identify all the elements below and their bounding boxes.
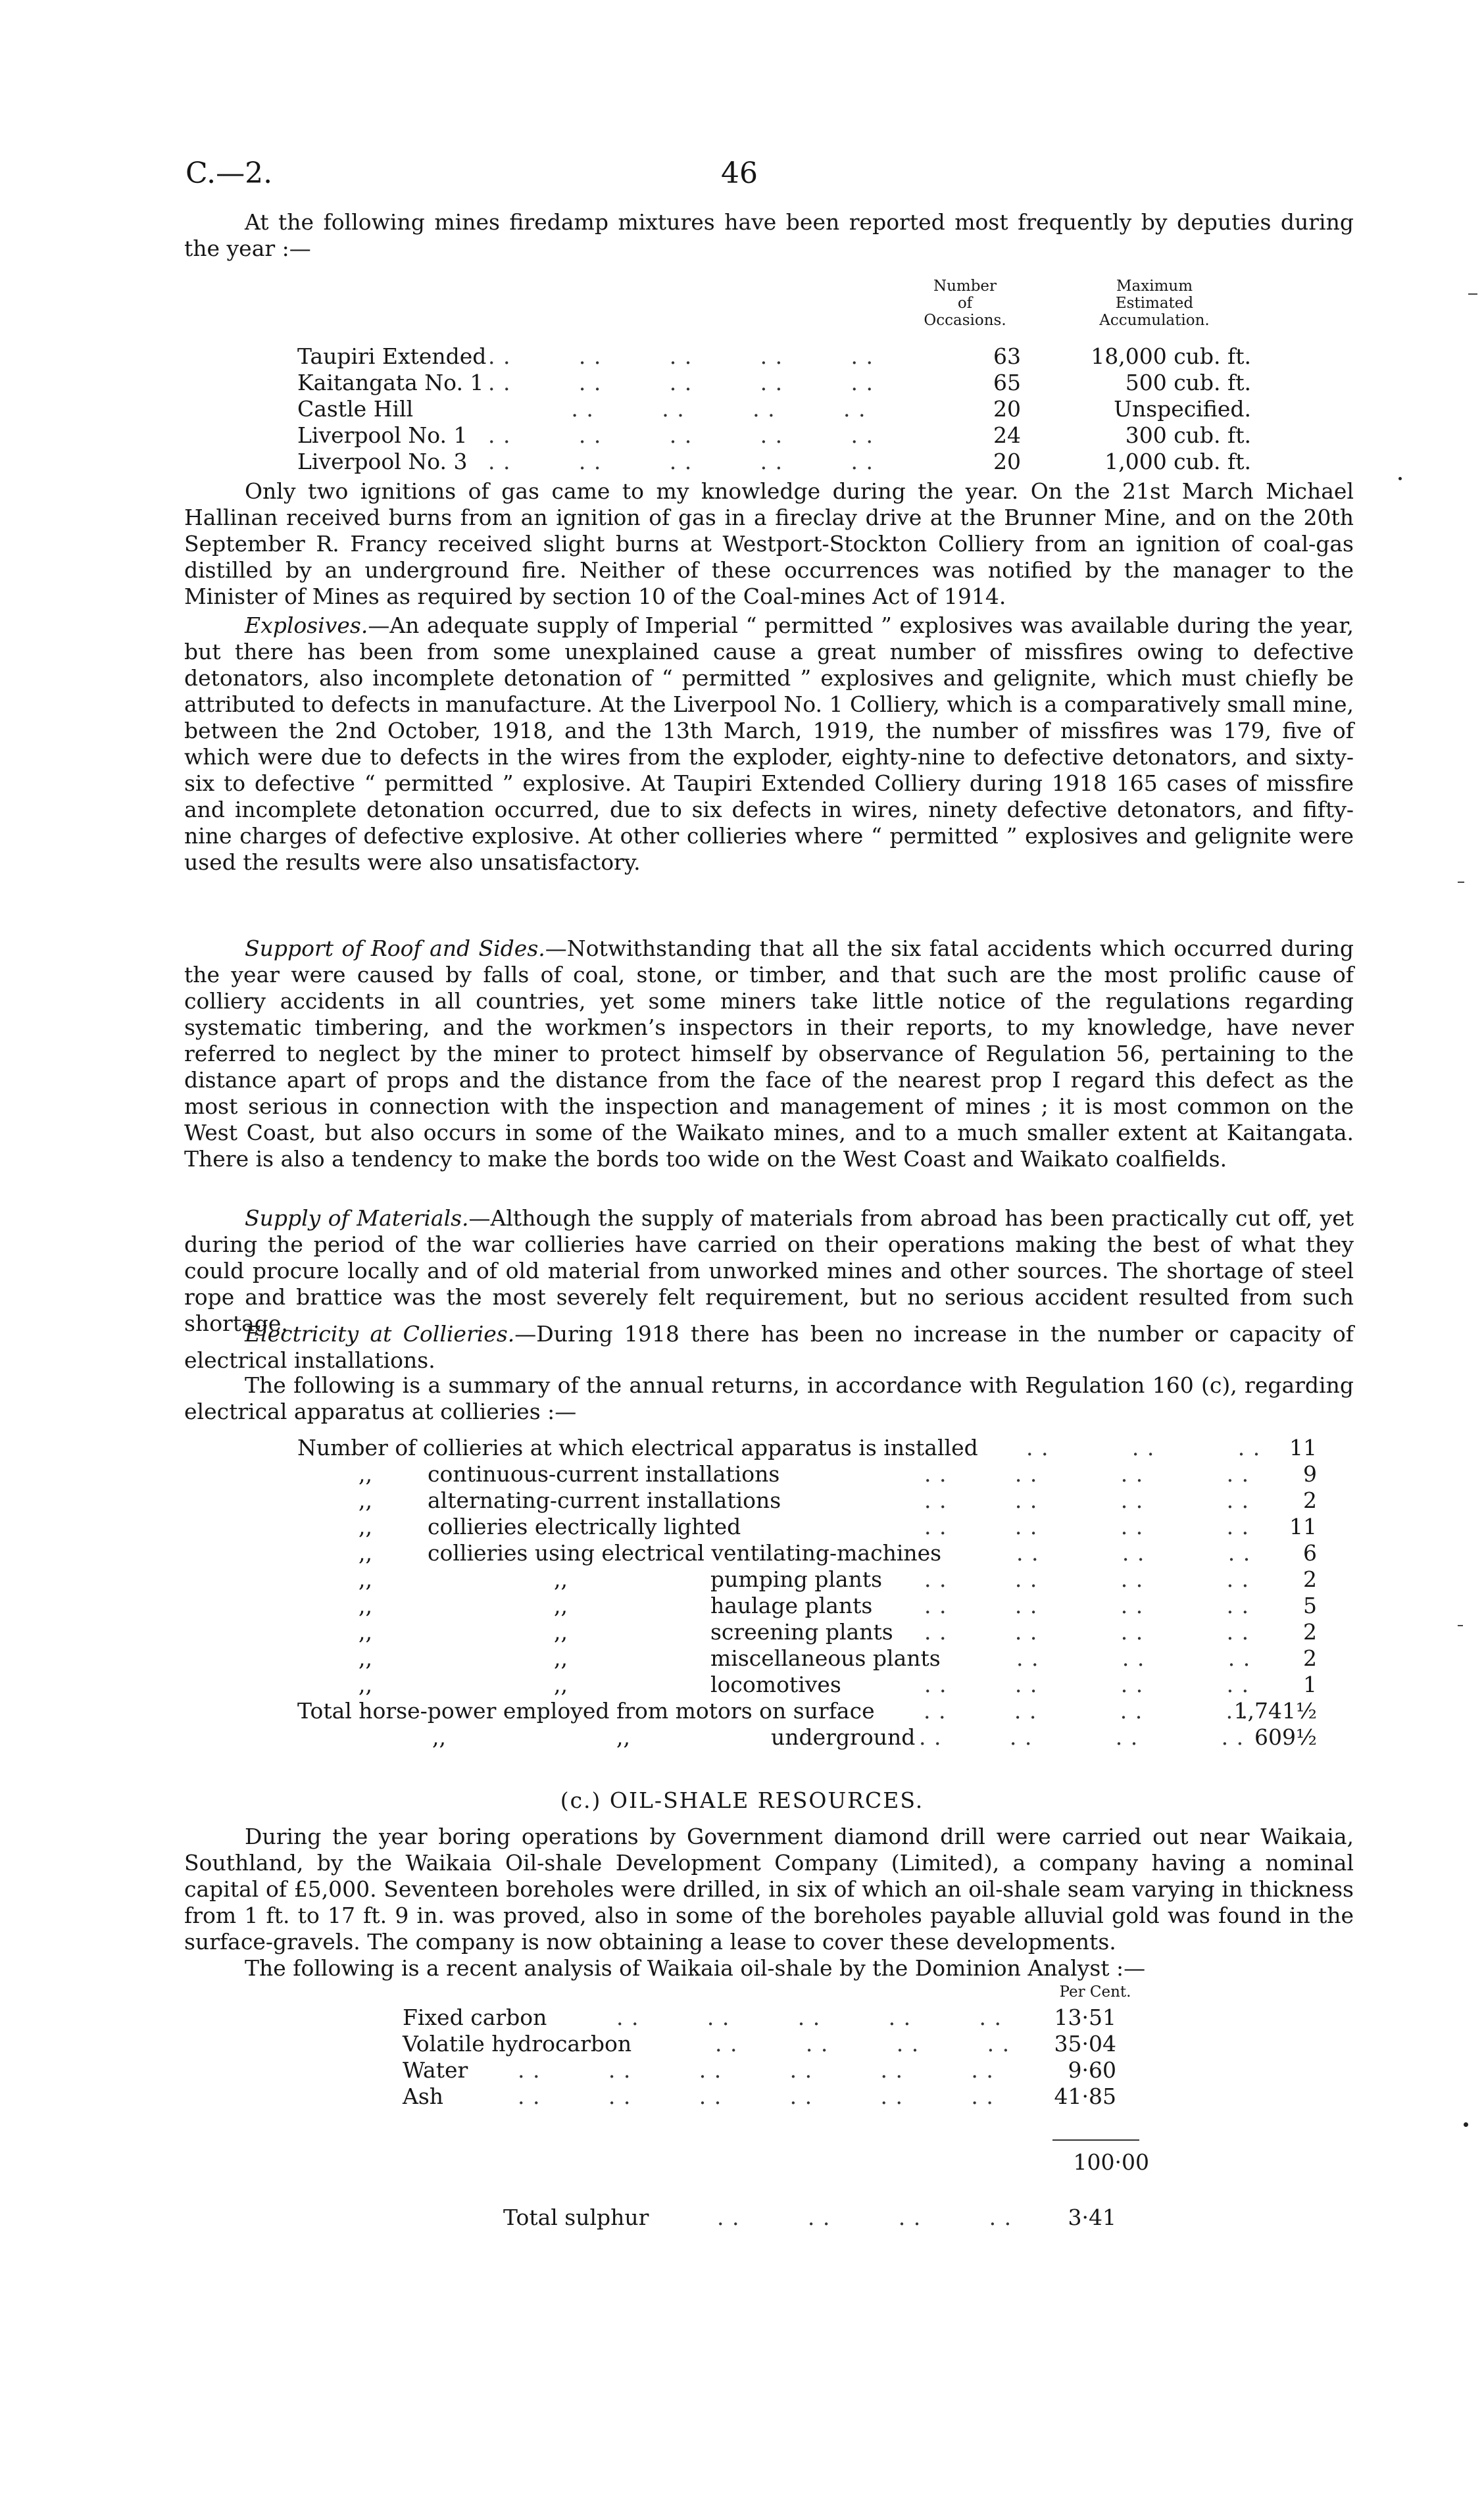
heading-support: Support of Roof and Sides. [245,935,545,961]
paragraph-ignitions: Only two ignitions of gas came to my knowledge during the year. On the 21st March Michael Hallinan received burns from an ignition of gas in a fireclay drive at the Brunner Mine, and on the 20th September R. Francy received slight burns at Westport-Stockton Colliery from an ignition of coal-gas distilled by an underground fire. Neither of these occurrences was notified by the manager to the Minister of Mines as required by section 10 of the Coal-mines Act of 1914. [184,478,1354,609]
document-page: C.—2. 46 At the following mines firedamp mixtures have been reported most frequently by deputies during the year :— Number of Occasions. Maximum Estimated Accumulation. Taupiri Extended . . . . . . . . . . 63 18,000 cub. ft. Kaitangata No. 1 . . . . . . . . . . 65 500 cub. ft. Castle Hill . . . . . . . . 20 Unspecified. Liverpool No. 1 . . . . . . . . . . 24 300 cub. ft. Liverpool No. 3 . . . . . . . . . . 20 1,000 cub. ft. Only two ignitions of gas came to my knowledge during the year. On the 21st March Michael Hallinan received burns from an ignition of gas in a fireclay drive at the Brunner Mine, and on the 20th September R. Francy received slight burns at Westport-Stockton Colliery from an ignition of coal-gas distilled by an underground fire. Neither of these occurrences was notified by the manager to the Minister of Mines as required by section 10 of the Coal-mines Act of 1914. Explosives.—An adequate supply of Imperial “ permitted ” explosives was available during the year, but there has been from some unexplained cause a great number of missfires owing to defective detonators, also incomplete detonation of “ permitted ” explosives and gelignite, which must chiefly be attributed to defects in manufacture. At the Liverpool No. 1 Colliery, which is a comparatively small mine, between the 2nd October, 1918, and the 13th March, 1919, the number of missfires was 179, five of which were due to defects in the wires from the exploder, eighty-nine to defective detonators, and sixty-six to defective “ permitted ” explosive. At Taupiri Extended Colliery during 1918 165 cases of missfire and incomplete detonation occurred, due to six defects in wires, ninety defective detonators, and fifty-nine charges of defective explosive. At other collieries where “ permitted ” explosives and gelignite were used the results were also unsatisfactory. Support of Roof and Sides.—Notwithstanding that all the six fatal accidents which occurred during the year were caused by falls of coal, stone, or timber, and that such are the most prolific cause of colliery accidents in all countries, yet some miners take little notice of the regulations regarding systematic timbering, and the workmen’s inspectors in their reports, to my knowledge, have never referred to neglect by the miner to protect himself by observance of Regulation 56, pertaining to the distance apart of props and the distance from the face of the nearest prop I regard this defect as the most serious in connection with the inspection and management of mines ; it is most common on the West Coast, but also occurs in some of the Waikato mines, and to a much smaller extent at Kaitangata. There is also a tendency to make the bords too wide on the West Coast and Waikato coalfields. Supply of Materials.—Although the supply of materials from abroad has been practically cut off, yet during the period of the war collieries have carried on their operations making the best of what they could procure locally and of old material from unworked mines and other sources. The shortage of steel rope and brattice was the most severely felt requirement, but no serious accident resulted from such shortage. Electricity at Collieries.—During 1918 there has been no increase in the number or capacity of electrical installations. The following is a summary of the annual returns, in accordance with Regulation 160 (c), regarding electrical apparatus at collieries :— Number of collieries at which electrical apparatus is installed . . . . . . 11 ,, continuous-current installations . . . . . . . . 9 ,, alternating-current installations . . . . . . . . 2 ,, collieries electrically lighted . . . . . . . . 11 ,, collieries using electrical ventilating-machines . . . . . . 6 ,, ,, pumping plants . . . . . . . . 2 ,, ,, haulage plants . . . . . . . . 5 ,, ,, screening plants . . . . . . . . 2 ,, ,, miscellaneous plants . . . . . . 2 ,, ,, locomotives . . . . . . . . 1 Total horse-power employed from motors on surface . . . . . . . . 1,741½ ,, ,, underground . . . . . . . . 609½ (c.) OIL-SHALE RESOURCES. During the year boring operations by Government diamond drill were carried out near Waikaia, Southland, by the Waikaia Oil-shale Development Company (Limited), a company having a nominal capital of £5,000. Seventeen boreholes were drilled, in six of which an oil-shale seam varying in thickness from 1 ft. to 17 ft. 9 in. was proved, also in some of the boreholes payable alluvial gold was found in the surface-gravels. The company is now obtaining a lease to cover these developments. The following is a recent analysis of Waikaia oil-shale by the Dominion Analyst :— Per Cent. Fixed carbon . . . . . . . . . . 13·51 Volatile hydrocarbon . . . . . . . . 35·04 Water . . . . . . . . . . . . 9·60 Ash . . . . . . . . . . . . 41·85 100·00 Total sulphur . . . . . . . . 3·41 [0,0,1484,2494]
paragraph-materials: Supply of Materials.—Although the supply of materials from abroad has been practically cut off, yet during the period of the war collieries have carried on their operations making the best of what they could procure locally and of old material from unworked mines and other sources. The shortage of steel rope and brattice was the most severely felt requirement, but no serious accident resulted from such shortage. [184,1205,1354,1336]
page-number: 46 [721,157,758,190]
total-rule [1052,2139,1139,2141]
paragraph-analysis-intro: The following is a recent analysis of Waikaia oil-shale by the Dominion Analyst :— [245,1955,1146,1981]
paragraph-electricity: Electricity at Collieries.—During 1918 there has been no increase in the number or capacity of electrical installations. [184,1321,1354,1373]
heading-electricity: Electricity at Collieries. [245,1321,515,1347]
heading-explosives: Explosives. [245,612,368,638]
scan-mark [1398,477,1402,480]
paragraph-summary-intro: The following is a summary of the annual returns, in accordance with Regulation 160 (c), regarding electrical apparatus at collieries :— [184,1372,1354,1424]
section-heading-oil-shale: (c.) OIL-SHALE RESOURCES. [560,1787,924,1813]
heading-materials: Supply of Materials. [245,1205,469,1231]
column-header-accumulation: Maximum Estimated Accumulation. [1099,278,1210,329]
scan-mark [1468,293,1477,295]
column-header-per-cent: Per Cent. [1059,1983,1131,2001]
scan-mark [1458,1625,1463,1626]
scan-mark [1458,882,1464,883]
document-reference: C.—2. [186,157,273,190]
paragraph-explosives: Explosives.—An adequate supply of Imperial “ permitted ” explosives was available during the year, but there has been from some unexplained cause a great number of missfires owing to defective detonators, also incomplete detonation of “ permitted ” explosives and gelignite, which must chiefly be attributed to defects in manufacture. At the Liverpool No. 1 Colliery, which is a comparatively small mine, between the 2nd October, 1918, and the 13th March, 1919, the number of missfires was 179, five of which were due to defects in the wires from the exploder, eighty-nine to defective detonators, and sixty-six to defective “ permitted ” explosive. At Taupiri Extended Colliery during 1918 165 cases of missfire and incomplete detonation occurred, due to six defects in wires, ninety defective detonators, and fifty-nine charges of defective explosive. At other collieries where “ permitted ” explosives and gelignite were used the results were also unsatisfactory. [184,612,1354,875]
firedamp-intro: At the following mines firedamp mixtures have been reported most frequently by deputies during the year :— [184,209,1354,261]
column-header-occasions: Number of Occasions. [924,278,1006,329]
scan-mark [1464,2122,1468,2127]
paragraph-oil-shale: During the year boring operations by Government diamond drill were carried out near Waikaia, Southland, by the Waikaia Oil-shale Development Company (Limited), a company having a nominal capital of £5,000. Seventeen boreholes were drilled, in six of which an oil-shale seam varying in thickness from 1 ft. to 17 ft. 9 in. was proved, also in some of the boreholes payable alluvial gold was found in the surface-gravels. The company is now obtaining a lease to cover these developments. [184,1824,1354,1955]
paragraph-support: Support of Roof and Sides.—Notwithstanding that all the six fatal accidents which occurred during the year were caused by falls of coal, stone, or timber, and that such are the most prolific cause of colliery accidents in all countries, yet some miners take little notice of the regulations regarding systematic timbering, and the workmen’s inspectors in their reports, to my knowledge, have never referred to neglect by the miner to protect himself by observance of Regulation 56, pertaining to the distance apart of props and the distance from the face of the nearest prop I regard this defect as the most serious in connection with the inspection and management of mines ; it is most common on the West Coast, but also occurs in some of the Waikato mines, and to a much smaller extent at Kaitangata. There is also a tendency to make the bords too wide on the West Coast and Waikato coalfields. [184,935,1354,1172]
